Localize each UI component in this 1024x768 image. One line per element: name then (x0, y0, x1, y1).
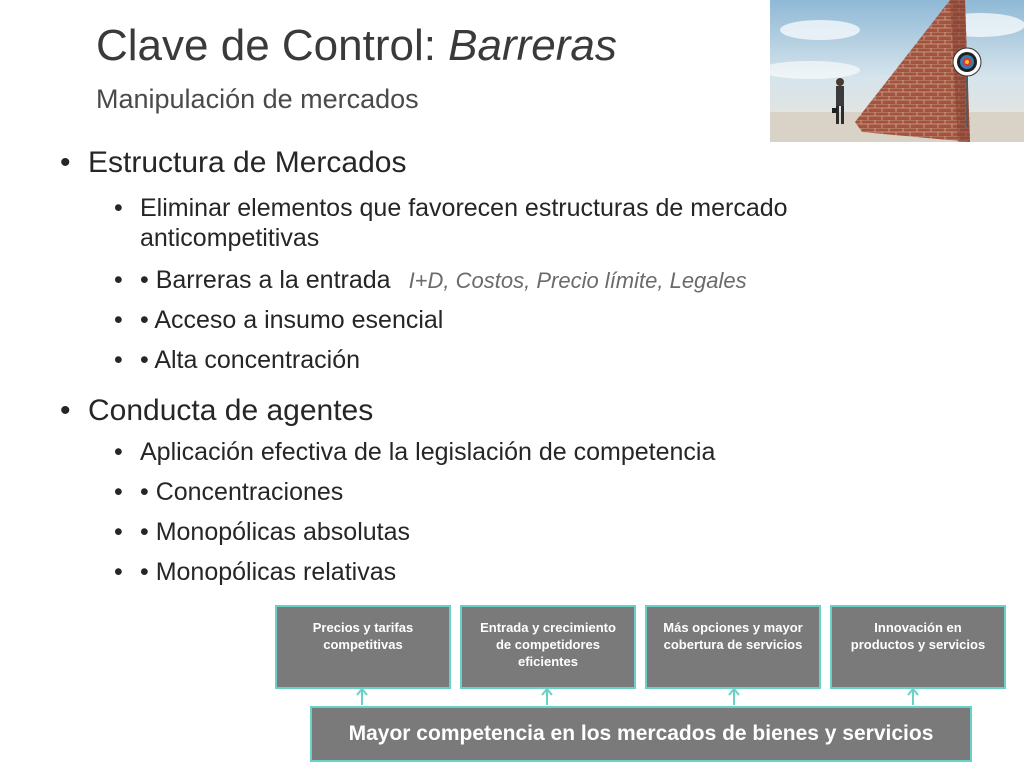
list-item-text: • Acceso a insumo esencial (140, 306, 444, 334)
up-arrow-icon (540, 688, 554, 706)
list-item-text: • Concentraciones (140, 478, 344, 506)
slide-title (96, 20, 617, 72)
slide-subtitle: Manipulación de mercados (96, 84, 419, 114)
list-item-text: • Monopólicas relativas (140, 558, 397, 586)
list-item-text: Eliminar elementos que favorecen estructuras de mercado anticompetitivas (140, 194, 788, 252)
list-item (140, 305, 443, 335)
list-item (140, 345, 360, 375)
benefit-box-label: Innovación en productos y servicios (850, 620, 986, 652)
list-item (140, 193, 960, 253)
list-item (140, 437, 715, 467)
list-item-note: I+D, Costos, Precio límite, Legales (408, 268, 747, 293)
slide-title-italic: Barreras (448, 21, 617, 70)
section-heading: • Estructura de Mercados (88, 145, 406, 181)
list-item-text: Aplicación efectiva de la legislación de competencia (140, 438, 716, 466)
benefit-box (460, 605, 636, 689)
list-item-text: • Barreras a la entrada (140, 266, 391, 294)
benefit-box (645, 605, 821, 689)
section-heading: • Conducta de agentes (88, 393, 373, 429)
slide-title-main: Clave de Control: (96, 21, 449, 70)
benefit-box (275, 605, 451, 689)
up-arrow-icon (906, 688, 920, 706)
list-item-text: • Monopólicas absolutas (140, 518, 411, 546)
list-item (140, 477, 343, 507)
list-item (140, 517, 410, 547)
list-item (140, 265, 747, 296)
up-arrow-icon (355, 688, 369, 706)
benefit-box-label: Más opciones y mayor cobertura de servicios (663, 620, 803, 652)
outcome-box: Mayor competencia en los mercados de bienes y servicios (310, 706, 972, 762)
up-arrow-icon (727, 688, 741, 706)
list-item-text: • Alta concentración (140, 346, 360, 374)
benefit-box-label: Precios y tarifas competitivas (312, 620, 414, 652)
list-item (140, 557, 396, 587)
brick-wall-photo (770, 0, 1024, 142)
benefit-box-label: Entrada y crecimiento de competidores eficientes (480, 620, 616, 669)
benefit-box (830, 605, 1006, 689)
